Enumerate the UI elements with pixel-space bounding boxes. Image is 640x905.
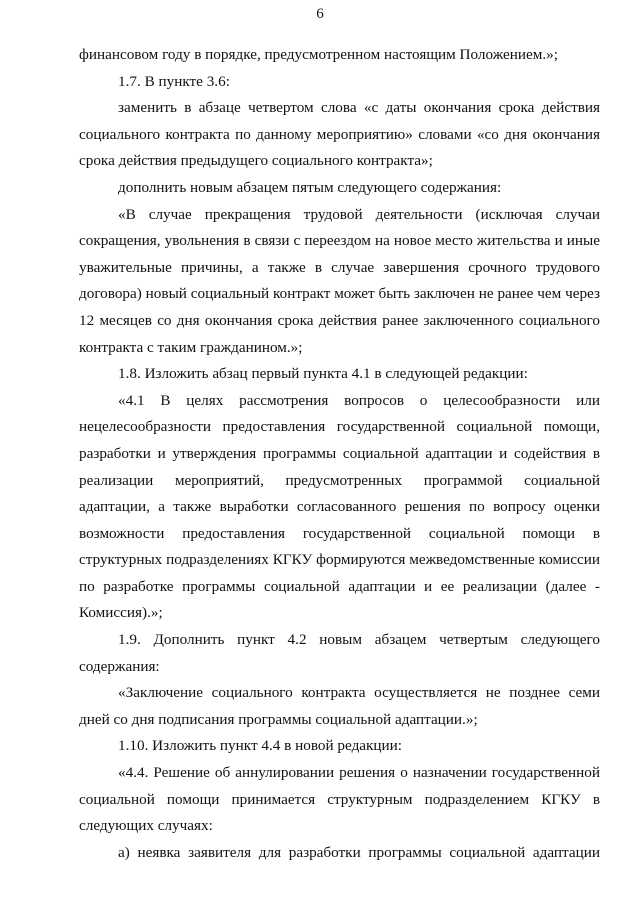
paragraph-continuation: финансовом году в порядке, предусмотренном настоящим Положением.»; [79, 46, 558, 63]
paragraph-item-1-10: 1.10. Изложить пункт 4.4 в новой редакции: [118, 737, 403, 755]
paragraph-quote-4-1: «4.1 В целях рассмотрения вопросов о целесообразности или нецелесообразности предоставления государственной социальной помощи, разработки и утверждения программы социальной адаптации и содействия в реализации мероприятий, предусмотренных программой социальной адаптации, а также выработки согласованного решения по вопросу оценки возможности предоставления государственной социальной помощи в структурных подразделениях КГКУ формируются межведомственные комиссии по разработке программы социальной адаптации и ее реализации (далее - Комиссия).»; [79, 391, 600, 622]
paragraph-item-1-7: 1.7. В пункте 3.6: [118, 72, 230, 90]
page-number: 6 [316, 6, 324, 22]
paragraph-quote-4-4: «4.4. Решение об аннулировании решения о назначении государственной социальной помощи принимается структурным подразделением КГКУ в следующих случаях: [79, 764, 600, 835]
paragraph-replace-words: заменить в абзаце четвертом слова «с даты окончания срока действия социального контракта по данному мероприятию» словами «со дня окончания срока действия предыдущего социального контракта»; [79, 99, 600, 170]
paragraph-quote-termination: «В случае прекращения трудовой деятельности (исключая случаи сокращения, увольнения в связи с переездом на новое место жительства и иные уважительные причины, а также в случае завершения срочного трудового договора) новый социальный контракт может быть заключен не ранее чем через 12 месяцев со дня окончания срока действия ранее заключенного социального контракта с таким гражданином.»; [79, 205, 600, 356]
paragraph-quote-contract: «Заключение социального контракта осуществляется не позднее семи дней со дня подписания программы социальной адаптации.»; [79, 684, 600, 728]
paragraph-item-1-8: 1.8. Изложить абзац первый пункта 4.1 в следующей редакции: [118, 365, 528, 383]
paragraph-subitem-a: а) неявка заявителя для разработки программы социальной адаптации [118, 843, 600, 861]
paragraph-item-1-9: 1.9. Дополнить пункт 4.2 новым абзацем четвертым следующего содержания: [79, 631, 600, 675]
paragraph-add-fifth: дополнить новым абзацем пятым следующего содержания: [118, 178, 502, 196]
document-body [79, 42, 600, 866]
